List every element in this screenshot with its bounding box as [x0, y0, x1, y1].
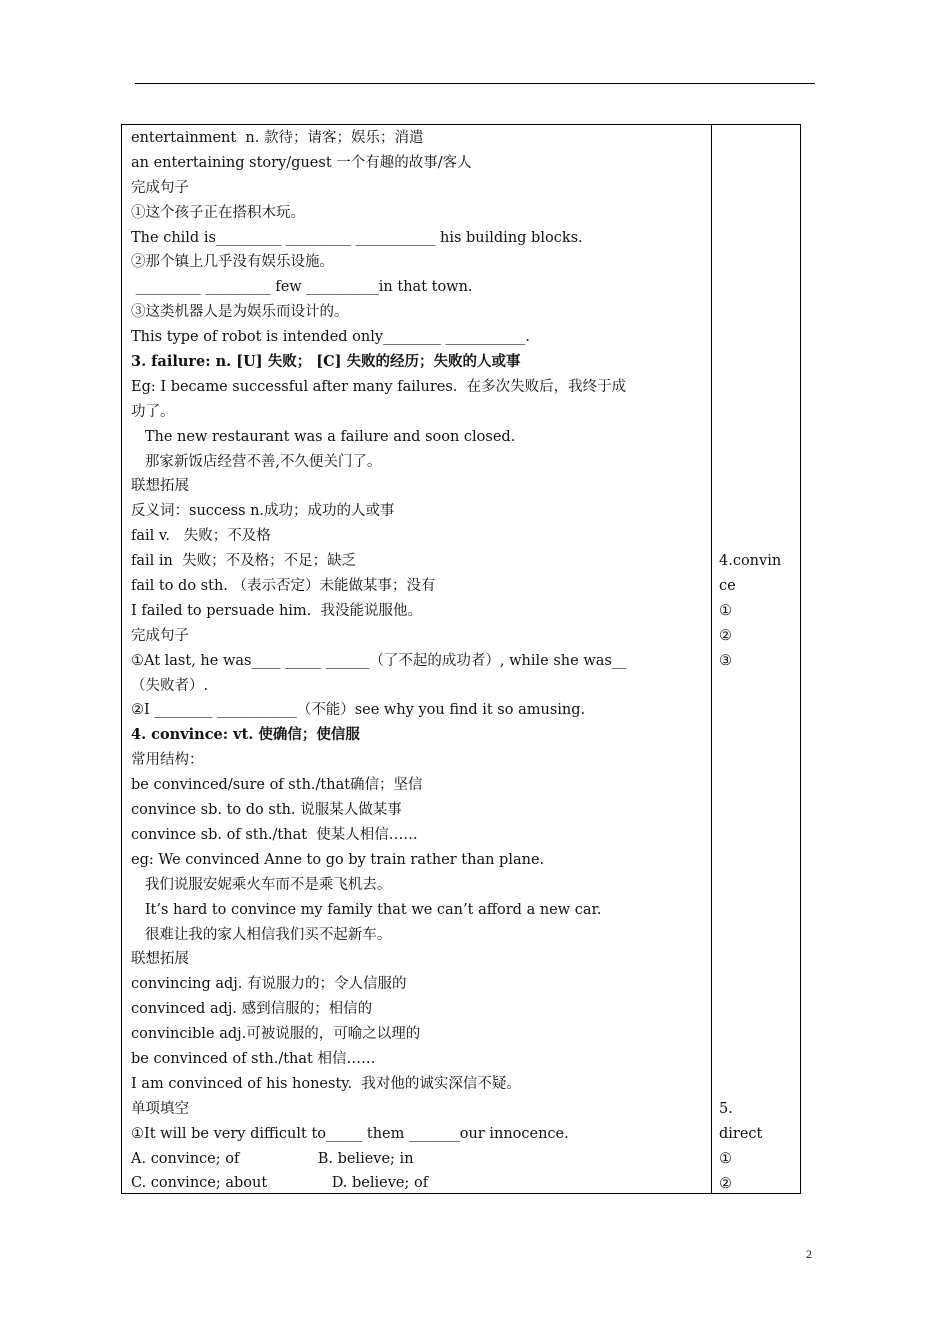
- text-line: 功了。: [131, 403, 175, 420]
- text-line: ②I ________ ___________（不能）see why you find it so amusing.: [131, 702, 586, 719]
- text-line: 完成句子: [131, 179, 189, 196]
- text-line: convincing adj. 有说服力的；令人信服的: [131, 976, 407, 993]
- text-line: convince sb. of sth./that 使某人相信……: [131, 826, 418, 843]
- header-rule: [135, 83, 815, 84]
- text-line: _________ _________ few __________in that town.: [131, 279, 473, 296]
- text-line: 那家新饭店经营不善,不久便关门了。: [131, 453, 382, 470]
- text-line: C. convince; about D. believe; of: [131, 1175, 429, 1192]
- column-divider: [711, 125, 712, 1193]
- side-note: ②: [719, 1175, 732, 1192]
- text-line: ①It will be very difficult to_____ them _______our innocence.: [131, 1125, 569, 1142]
- text-line: This type of robot is intended only________ ___________.: [131, 329, 531, 346]
- text-line: convincible adj.可被说服的，可喻之以理的: [131, 1026, 421, 1043]
- text-line: an entertaining story/guest 一个有趣的故事/客人: [131, 154, 472, 171]
- text-line: Eg: I became successful after many failures. 在多次失败后，我终于成: [131, 378, 627, 395]
- text-line: 联想拓展: [131, 478, 189, 495]
- text-line: entertainment n. 款待；请客；娱乐；消遣: [131, 130, 424, 146]
- side-note: direct: [719, 1126, 763, 1142]
- text-line: convinced adj. 感到信服的；相信的: [131, 1001, 373, 1018]
- text-line: fail to do sth. （表示否定）未能做某事；没有: [131, 578, 436, 595]
- side-note: ce: [719, 578, 736, 595]
- text-line: The new restaurant was a failure and soon closed.: [131, 428, 516, 445]
- main-column: [131, 126, 706, 1196]
- text-line: 我们说服安妮乘火车而不是乘飞机去。: [131, 876, 392, 893]
- text-line: fail v. 失败；不及格: [131, 528, 271, 545]
- text-line: It’s hard to convince my family that we can’t afford a new car.: [131, 901, 602, 918]
- text-line: 完成句子: [131, 627, 189, 644]
- text-line: I failed to persuade him. 我没能说服他。: [131, 602, 423, 619]
- text-line: be convinced of sth./that 相信……: [131, 1050, 376, 1067]
- text-line: （失败者）.: [131, 677, 209, 694]
- text-line: I am convinced of his honesty. 我对他的诚实深信不疑。: [131, 1075, 521, 1092]
- side-note: ①: [719, 1150, 732, 1167]
- text-line: be convinced/sure of sth./that确信；坚信: [131, 777, 423, 794]
- text-line: A. convince; of B. believe; in: [131, 1150, 414, 1167]
- text-line: ①At last, he was____ _____ ______（了不起的成功者）, while she was__: [131, 652, 627, 669]
- side-note: ③: [719, 652, 732, 669]
- page-number: 2: [806, 1247, 812, 1261]
- side-column: [719, 125, 799, 1193]
- text-line: eg: We convinced Anne to go by train rather than plane.: [131, 851, 545, 868]
- side-note: ①: [719, 603, 732, 620]
- text-line: 常用结构：: [131, 752, 204, 769]
- text-line: The child is_________ _________ ___________ his building blocks.: [131, 229, 583, 246]
- side-note: ②: [719, 628, 732, 644]
- text-line: convince sb. to do sth. 说服某人做某事: [131, 802, 402, 819]
- section-heading: 4. convince: vt. 使确信；使信服: [131, 726, 360, 744]
- text-line: 很难让我的家人相信我们买不起新车。: [131, 926, 392, 943]
- text-line: ①这个孩子正在搭积木玩。: [131, 204, 305, 221]
- text-line: ③这类机器人是为娱乐而设计的。: [131, 304, 349, 321]
- section-heading: 3. failure: n. [U] 失败； [C] 失败的经历；失败的人或事: [131, 353, 521, 371]
- text-line: fail in 失败；不及格；不足；缺乏: [131, 553, 357, 570]
- text-line: 反义词：success n.成功；成功的人或事: [131, 503, 395, 520]
- side-note: 5.: [719, 1101, 733, 1118]
- text-line: 联想拓展: [131, 951, 189, 968]
- side-note: 4.convin: [719, 553, 782, 570]
- text-line: 单项填空: [131, 1100, 189, 1117]
- text-line: ②那个镇上几乎没有娱乐设施。: [131, 254, 334, 271]
- content-table: [121, 124, 801, 1194]
